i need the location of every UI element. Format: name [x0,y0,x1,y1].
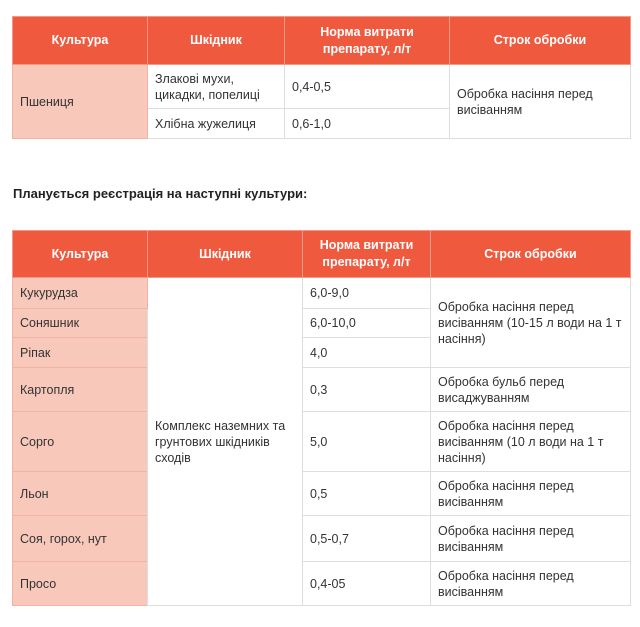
header-rate: Норма витрати препарату, л/т [303,231,431,278]
table-row [13,516,631,562]
crop-cell: Соя, горох, нут [13,516,148,562]
rate-cell: 6,0-9,0 [303,278,431,309]
registered-crops-table [12,16,631,139]
header-timing: Строк обробки [431,231,631,278]
crop-cell: Просо [13,562,148,606]
header-pest: Шкідник [148,17,285,65]
timing-cell: Обробка насіння перед висіванням [450,65,631,139]
table-row [13,368,631,412]
pest-cell: Хлібна жужелиця [148,109,285,139]
timing-cell: Обробка насіння перед висіванням [431,472,631,516]
timing-cell: Обробка бульб перед висаджуванням [431,368,631,412]
table-row [13,472,631,516]
timing-cell: Обробка насіння перед висіванням (10 л води на 1 т насіння) [431,412,631,472]
timing-cell: Обробка насіння перед висіванням [431,516,631,562]
rate-cell: 0,4-05 [303,562,431,606]
rate-cell: 6,0-10,0 [303,309,431,338]
header-pest: Шкідник [148,231,303,278]
table-header-row [13,231,631,278]
rate-cell: 4,0 [303,338,431,368]
rate-cell: 0,6-1,0 [285,109,450,139]
crop-cell: Ріпак [13,338,148,368]
header-crop: Культура [13,17,148,65]
rate-cell: 5,0 [303,412,431,472]
timing-cell: Обробка насіння перед висіванням (10-15 л води на 1 т насіння) [431,278,631,368]
header-crop: Культура [13,231,148,278]
rate-cell: 0,4-0,5 [285,65,450,109]
pest-cell: Комплекс наземних та грунтових шкідників сходів [148,278,303,606]
timing-cell: Обробка насіння перед висіванням [431,562,631,606]
header-timing: Строк обробки [450,17,631,65]
table-row [13,278,631,309]
table-header-row [13,17,631,65]
rate-cell: 0,5 [303,472,431,516]
crop-cell: Льон [13,472,148,516]
table-row [13,65,631,109]
section-heading: Планується реєстрація на наступні культури: [13,186,308,201]
crop-cell: Сорго [13,412,148,472]
rate-cell: 0,3 [303,368,431,412]
table-row [13,562,631,606]
crop-cell: Пшениця [13,65,148,139]
planned-crops-table [12,230,631,606]
pest-cell: Злакові мухи, цикадки, попелиці [148,65,285,109]
crop-cell: Кукурудза [13,278,148,309]
crop-cell: Картопля [13,368,148,412]
header-rate: Норма витрати препарату, л/т [285,17,450,65]
rate-cell: 0,5-0,7 [303,516,431,562]
table-row [13,412,631,472]
crop-cell: Соняшник [13,309,148,338]
